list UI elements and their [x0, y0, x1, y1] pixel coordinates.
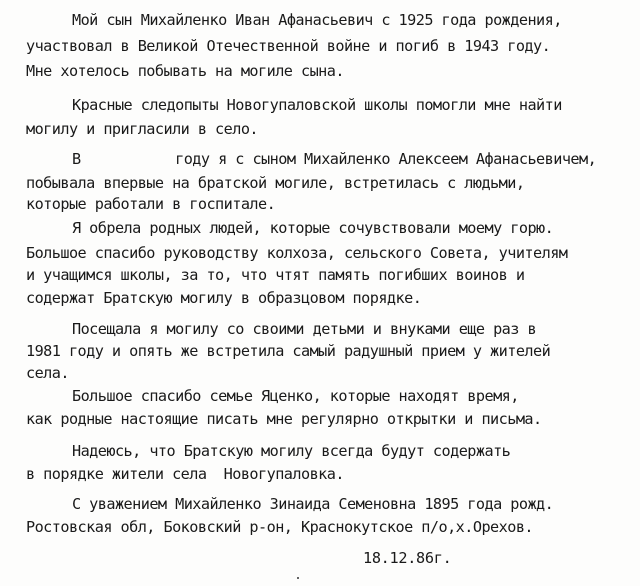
letter-line: в порядке жители села Новогупаловка.: [26, 465, 344, 483]
letter-line: 1981 году и опять же встретила самый радушный прием у жителей: [26, 342, 551, 360]
letter-line: которые работали в госпитале.: [26, 195, 276, 213]
letter-line: села.: [26, 364, 69, 382]
letter-line: В году я с сыном Михайленко Алексеем Афанасьевичем,: [72, 150, 597, 168]
letter-line: участвовал в Великой Отечественной войне и погиб в 1943 году.: [26, 37, 551, 55]
letter-line: Надеюсь, что Братскую могилу всегда будут содержать: [72, 442, 511, 460]
letter-line: и учащимся школы, за то, что чтят память погибших воинов и: [26, 266, 525, 284]
letter-line: Красные следопыты Новогупаловской школы помогли мне найти: [72, 96, 562, 114]
letter-line: Мне хотелось побывать на могиле сына.: [26, 62, 344, 80]
letter-line: побывала впервые на братской могиле, встретилась с людьми,: [26, 174, 525, 192]
letter-line: Посещала я могилу со своими детьми и внуками еще раз в: [72, 320, 537, 338]
letter-date: 18.12.86г.: [363, 549, 452, 567]
letter-line: как родные настоящие писать мне регулярно открытки и письма.: [26, 410, 542, 428]
letter-line: Я обрела родных людей, которые сочувствовали моему горю.: [72, 219, 554, 237]
letter-line: Большое спасибо семье Яценко, которые находят время,: [72, 387, 519, 405]
letter-line: Ростовская обл, Боковский р-он, Краснокутское п/о,х.Орехов.: [26, 518, 534, 536]
letter-line: содержат Братскую могилу в образцовом порядке.: [26, 289, 422, 307]
letter-line: могилу и пригласили в село.: [26, 120, 259, 138]
ink-speck: [297, 577, 299, 579]
letter-line: Большое спасибо руководству колхоза, сельского Совета, учителям: [26, 244, 568, 262]
letter-line: Мой сын Михайленко Иван Афанасьевич с 1925 года рождения,: [72, 11, 562, 29]
letter-line: С уважением Михайленко Зинаида Семеновна 1895 года рожд.: [72, 495, 554, 513]
